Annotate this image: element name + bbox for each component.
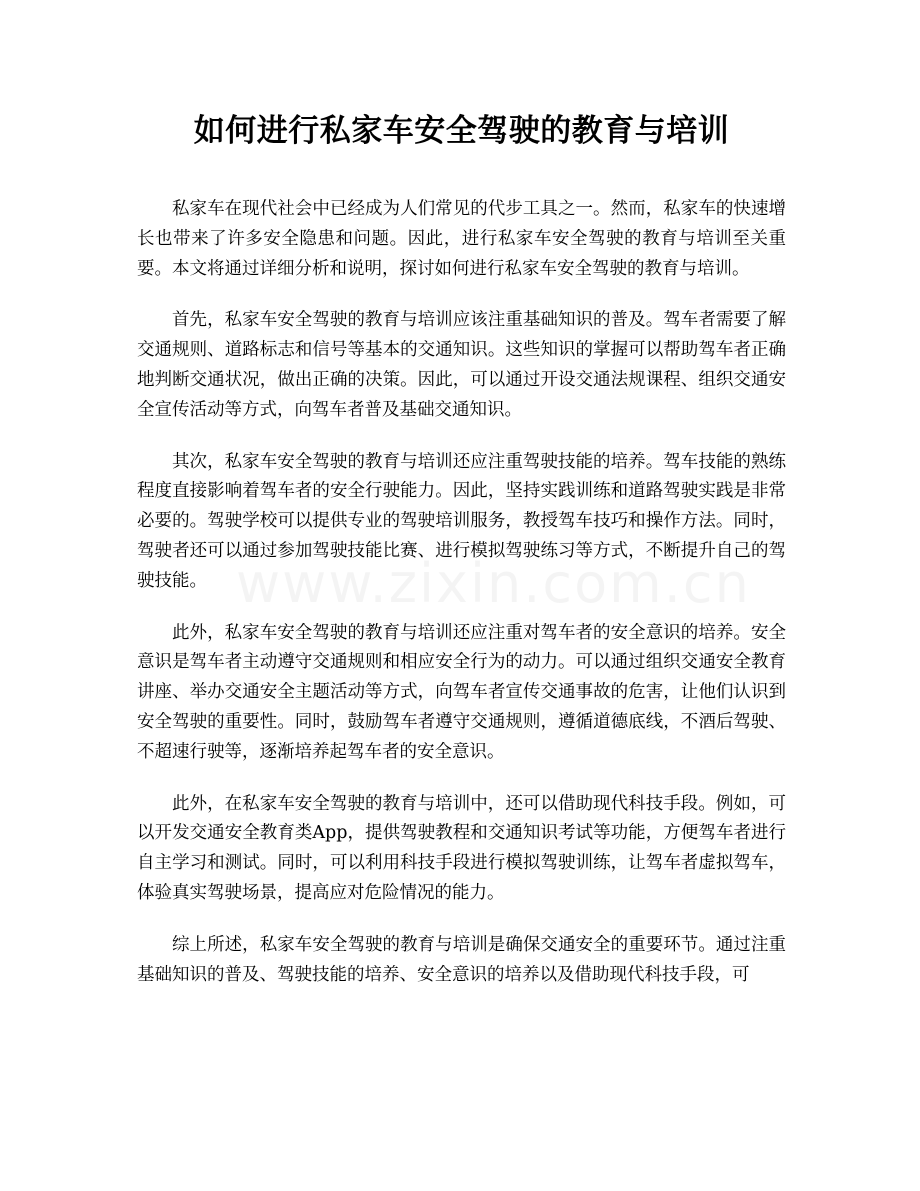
document-title: 如何进行私家车安全驾驶的教育与培训 bbox=[193, 113, 730, 149]
paragraph-technology: 此外，在私家车安全驾驶的教育与培训中，还可以借助现代科技手段。例如，可以开发交通安全教育类App，提供驾驶教程和交通知识考试等功能，方便驾车者进行自主学习和测试。同时，可以利用科技手段进行模拟驾驶训练，让驾车者虚拟驾车，体验真实驾驶场景，提高应对危险情况的能力。 bbox=[137, 793, 786, 903]
paragraph-basic-knowledge: 首先，私家车安全驾驶的教育与培训应该注重基础知识的普及。驾车者需要了解交通规则、道路标志和信号等基本的交通知识。这些知识的掌握可以帮助驾车者正确地判断交通状况，做出正确的决策。因此，可以通过开设交通法规课程、组织交通安全宣传活动等方式，向驾车者普及基础交通知识。 bbox=[137, 310, 786, 420]
paragraph-intro: 私家车在现代社会中已经成为人们常见的代步工具之一。然而，私家车的快速增长也带来了许多安全隐患和问题。因此，进行私家车安全驾驶的教育与培训至关重要。本文将通过详细分析和说明，探讨如何进行私家车安全驾驶的教育与培训。 bbox=[137, 199, 786, 279]
paragraph-safety-awareness: 此外，私家车安全驾驶的教育与培训还应注重对驾车者的安全意识的培养。安全意识是驾车者主动遵守交通规则和相应安全行为的动力。可以通过组织交通安全教育讲座、举办交通安全主题活动等方式，向驾车者宣传交通事故的危害，让他们认识到安全驾驶的重要性。同时，鼓励驾车者遵守交通规则，遵循道德底线，不酒后驾驶、不超速行驶等，逐渐培养起驾车者的安全意识。 bbox=[137, 622, 786, 762]
paragraph-driving-skills: 其次，私家车安全驾驶的教育与培训还应注重驾驶技能的培养。驾车技能的熟练程度直接影响着驾车者的安全行驶能力。因此，坚持实践训练和道路驾驶实践是非常必要的。驾驶学校可以提供专业的驾驶培训服务，教授驾车技巧和操作方法。同时，驾驶者还可以通过参加驾驶技能比赛、进行模拟驾驶练习等方式，不断提升自己的驾驶技能。 bbox=[137, 451, 786, 591]
paragraph-conclusion: 综上所述，私家车安全驾驶的教育与培训是确保交通安全的重要环节。通过注重基础知识的普及、驾驶技能的培养、安全意识的培养以及借助现代科技手段，可 bbox=[137, 934, 786, 985]
